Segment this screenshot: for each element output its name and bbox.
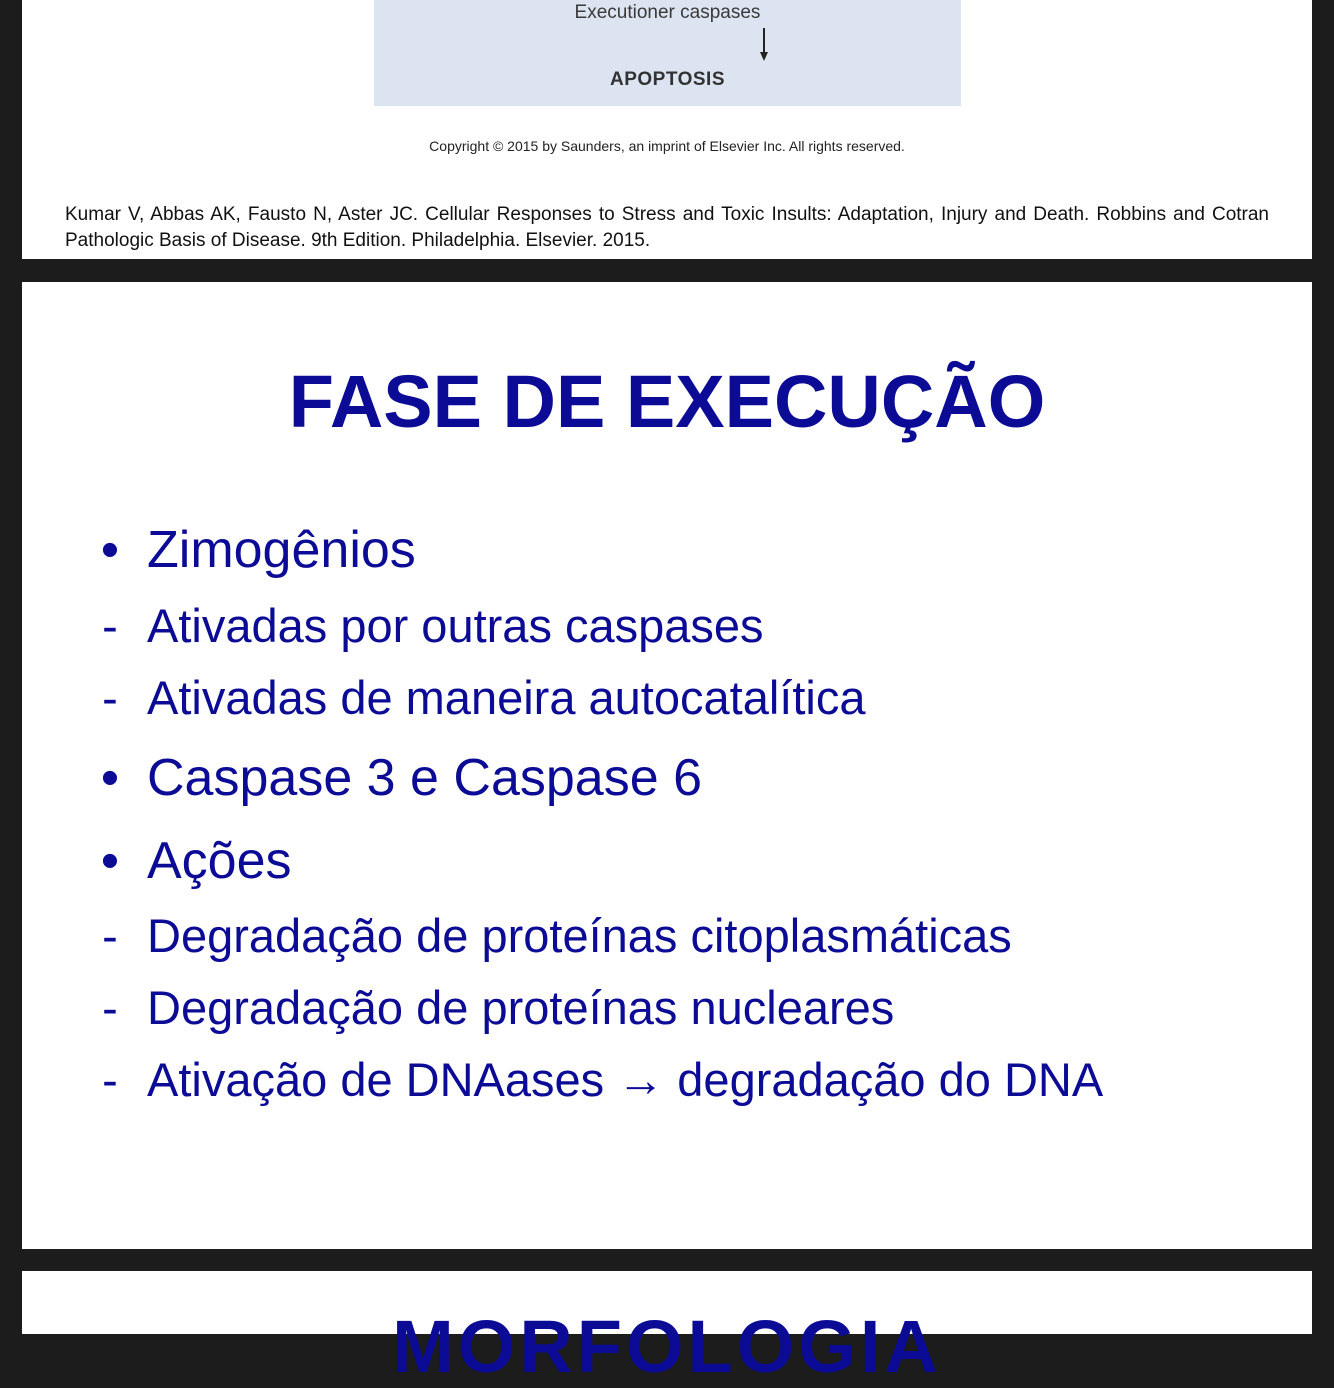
figure-executioner-label: Executioner caspases [574, 2, 761, 23]
slide-title: FASE DE EXECUÇÃO [288, 360, 1046, 443]
sub-item-text: Ativadas por outras caspases [147, 599, 764, 652]
bullet-marker: • [100, 749, 120, 807]
dash-marker: - [102, 671, 118, 724]
slide-morfologia [22, 1271, 1312, 1388]
dash-marker: - [102, 1053, 118, 1106]
bullet-text: Zimogênios [147, 521, 416, 579]
bullet-marker: • [100, 521, 120, 579]
slide-fase-de-execucao [22, 282, 1312, 1249]
sub-item-text: Ativação de DNAases → degradação do DNA [147, 1053, 1104, 1106]
down-arrow-icon [758, 28, 770, 62]
dash-marker: - [102, 909, 118, 962]
bullet-marker: • [100, 832, 120, 890]
copyright-notice: Copyright © 2015 by Saunders, an imprint of Elsevier Inc. All rights reserved. [429, 138, 905, 154]
dash-marker: - [102, 981, 118, 1034]
bullet-list [22, 282, 1312, 1249]
bullet-text: Ações [147, 832, 292, 890]
figure-apoptosis-label: APOPTOSIS [609, 69, 725, 90]
sub-item-text: Ativadas de maneira autocatalítica [147, 671, 866, 724]
figure-pathway-box [374, 0, 961, 106]
sub-item-text: Degradação de proteínas citoplasmáticas [147, 909, 1012, 962]
dash-marker: - [102, 599, 118, 652]
next-slide-title: MORFOLOGIA [392, 1305, 942, 1388]
citation-reference: Kumar V, Abbas AK, Fausto N, Aster JC. Cellular Responses to Stress and Toxic Insults: Adaptation, Injury and Death. Robbins and Cotran Pathologic Basis of Disease. 9th Edition. Philadelphia. Elsevier. 2015. [65, 204, 1269, 251]
bullet-text: Caspase 3 e Caspase 6 [147, 749, 703, 807]
sub-item-text: Degradação de proteínas nucleares [147, 981, 895, 1034]
slide-apoptosis-figure [22, 0, 1312, 259]
